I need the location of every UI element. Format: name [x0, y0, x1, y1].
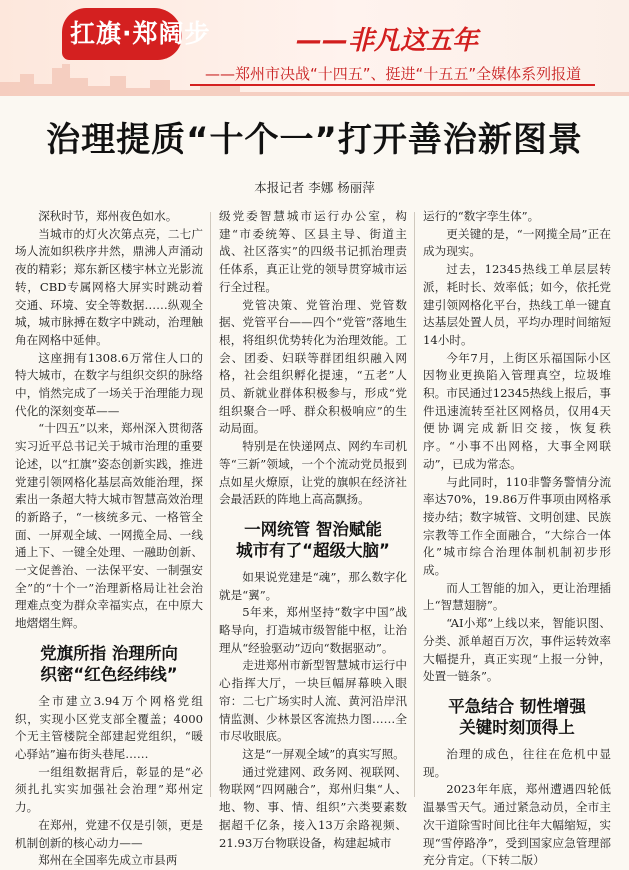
paragraph: 5年来，郑州坚持“数字中国”战略导向，打造城市级智能中枢，让治理从“经验驱动”迈向“数据驱动”。: [219, 605, 407, 655]
paragraph: 过去，12345热线工单层层转派，耗时长、效率低；如今，依托党建引领网格化平台，热线工单一键直达基层处置人员，平均办理时间缩短14小时。: [423, 262, 611, 347]
banner-subtitle: ——郑州市决战“十四五”、挺进“十五五”全媒体系列报道: [205, 65, 582, 83]
column-divider: [210, 212, 211, 797]
article-column-2: [219, 208, 407, 852]
paragraph: 这座拥有1308.6万常住人口的特大城市，在数字与组织交织的脉络中，悄然完成了一场关于治理能力现代化的深刻变革——: [15, 350, 203, 418]
paragraph: 与此同时，110非警务警情分流率达70%，19.86万件事项由网格承接办结；数字城管、文明创建、民族宗教等工作全面融合，“大综合一体化”城市综合治理体制机制初步形成。: [423, 474, 611, 578]
subheading-line: 一网统管 智治赋能: [244, 519, 382, 539]
banner-divider: [190, 84, 595, 86]
paragraph: 一组组数据背后，彰显的是“必须扎扎实实加强社会治理”郑州定力。: [15, 764, 203, 815]
paragraph: “AI小郑”上线以来，智能识图、分类、派单超百万次，事件运转效率大幅提升，真正实现“上报一分钟，处置一链条”。: [423, 616, 611, 684]
section-subheading: [15, 643, 203, 685]
paragraph: 这是“一屏观全域”的真实写照。: [242, 746, 405, 761]
paragraph: 通过党建网、政务网、视联网、物联网“四网融合”，郑州归集“人、地、物、事、情、组织”六类要素数据超千亿条，接入13万余路视频、21.93万台物联设备，构建起城市: [219, 764, 407, 850]
paragraph: 走进郑州市新型智慧城市运行中心指挥大厅，一块巨幅屏幕映入眼帘：二七广场实时人流、黄河沿岸汛情监测、少林景区客流热力图……全市尽收眼底。: [219, 658, 407, 744]
section-subheading: [423, 696, 611, 738]
paragraph: 更关键的是，“一网揽全局”正在成为现实。: [423, 226, 611, 259]
paragraph: 治理的成色，往往在危机中显现。: [423, 746, 611, 779]
column-divider: [414, 212, 415, 797]
masthead-banner: [0, 0, 629, 96]
subheading-line: 城市有了“超级大脑”: [236, 540, 390, 560]
paragraph: “十四五”以来，郑州深入贯彻落实习近平总书记关于城市治理的重要论述，以“扛旗”姿态创新实践，推进党建引领网格化基层高效能治理，探索出一条超大特大城市智慧高效治理的新路子，“一核统多元、一格管全面、一屏观全域、一网揽全局、一线通上下、一键全处理、一融助创新、一文促善治、一法保平安、一制强安全”的“十个一”治理新格局让社会治理难点变为群众幸福实点，在中原大地熠熠生辉。: [15, 421, 203, 631]
paragraph: 2023年年底，郑州遭遇四轮低温暴雪天气。通过紧急动员，全市主次干道除雪时间比往年大幅缩短，实现“雪停路净”，受到国家应急管理部充分肯定。（下转二版）: [423, 782, 611, 868]
subheading-line: 平急结合 韧性增强: [448, 696, 586, 716]
article-headline: 治理提质“十个一”打开善治新图景: [46, 120, 583, 160]
paragraph: 运行的“数字孪生体”。: [423, 209, 540, 223]
article-column-3: [423, 208, 611, 870]
subheading-line: 党旗所指 治理所向: [40, 643, 178, 663]
paragraph: 特别是在快递网点、网约车司机等“三新”领域，一个个流动党员报到点如星火燎原，让党的旗帜在经济社会最活跃的阵地上高高飘扬。: [219, 439, 407, 507]
paragraph: 今年7月，上街区乐福国际小区因物业更换陷入管理真空，垃圾堆积。市民通过12345热线上报后，事件迅速流转至社区网格员，仅用4天便协调完成新旧交接，恢复秩序。“小事不出网格，大事全网联动”，已成为常态。: [423, 350, 611, 471]
section-subheading: [219, 519, 407, 561]
paragraph: 如果说党建是“魂”，那么数字化就是“翼”。: [219, 569, 407, 602]
paragraph: 全市建立3.94万个网格党组织，实现小区党支部全覆盖；4000个无主管楼院全部建起党组织，“暖心驿站”遍布街头巷尾……: [15, 693, 203, 761]
paragraph: 郑州在全国率先成立市县两: [38, 853, 178, 868]
paragraph: 在郑州，党建不仅是引领，更是机制创新的核心动力——: [15, 817, 203, 850]
paragraph: 党管决策、党管治理、党管数据、党管平台——四个“党管”落地生根，将组织优势转化为治理效能。工会、团委、妇联等群团组织融入网格，社会组织孵化提速，“五老”人员、新就业群体积极参与，形成“党组织聚合一呼、群众积极响应”的生动局面。: [219, 297, 407, 436]
subheading-line: 关键时刻顶得上: [459, 717, 575, 737]
banner-slogan: ——非凡这五年: [296, 26, 479, 56]
article-byline: 本报记者 李娜 杨丽萍: [254, 180, 375, 195]
paragraph: 级党委智慧城市运行办公室，构建“市委统筹、区县主导、街道主战、社区落实”的四级书记抓治理责任体系，真正让党的领导贯穿城市运行全过程。: [219, 209, 407, 294]
paragraph: 而人工智能的加入，更让治理插上“智慧翅膀”。: [423, 580, 611, 613]
banner-title: 扛旗·郑阔步: [70, 19, 211, 48]
paragraph: 深秋时节，郑州夜色如水。: [38, 209, 178, 223]
article-column-1: [15, 208, 203, 870]
paragraph: 当城市的灯火次第点亮，二七广场人流如织秩序井然，鼎沸人声涌动夜的精彩；郑东新区楼宇林立光影流转，CBD专属网格大屏实时跳动着交通、环境、安全等数据……纵观全城，城市脉搏在数字中跳动，治理触角在网格中延伸。: [15, 226, 203, 347]
subheading-line: 织密“红色经纬线”: [40, 664, 178, 684]
